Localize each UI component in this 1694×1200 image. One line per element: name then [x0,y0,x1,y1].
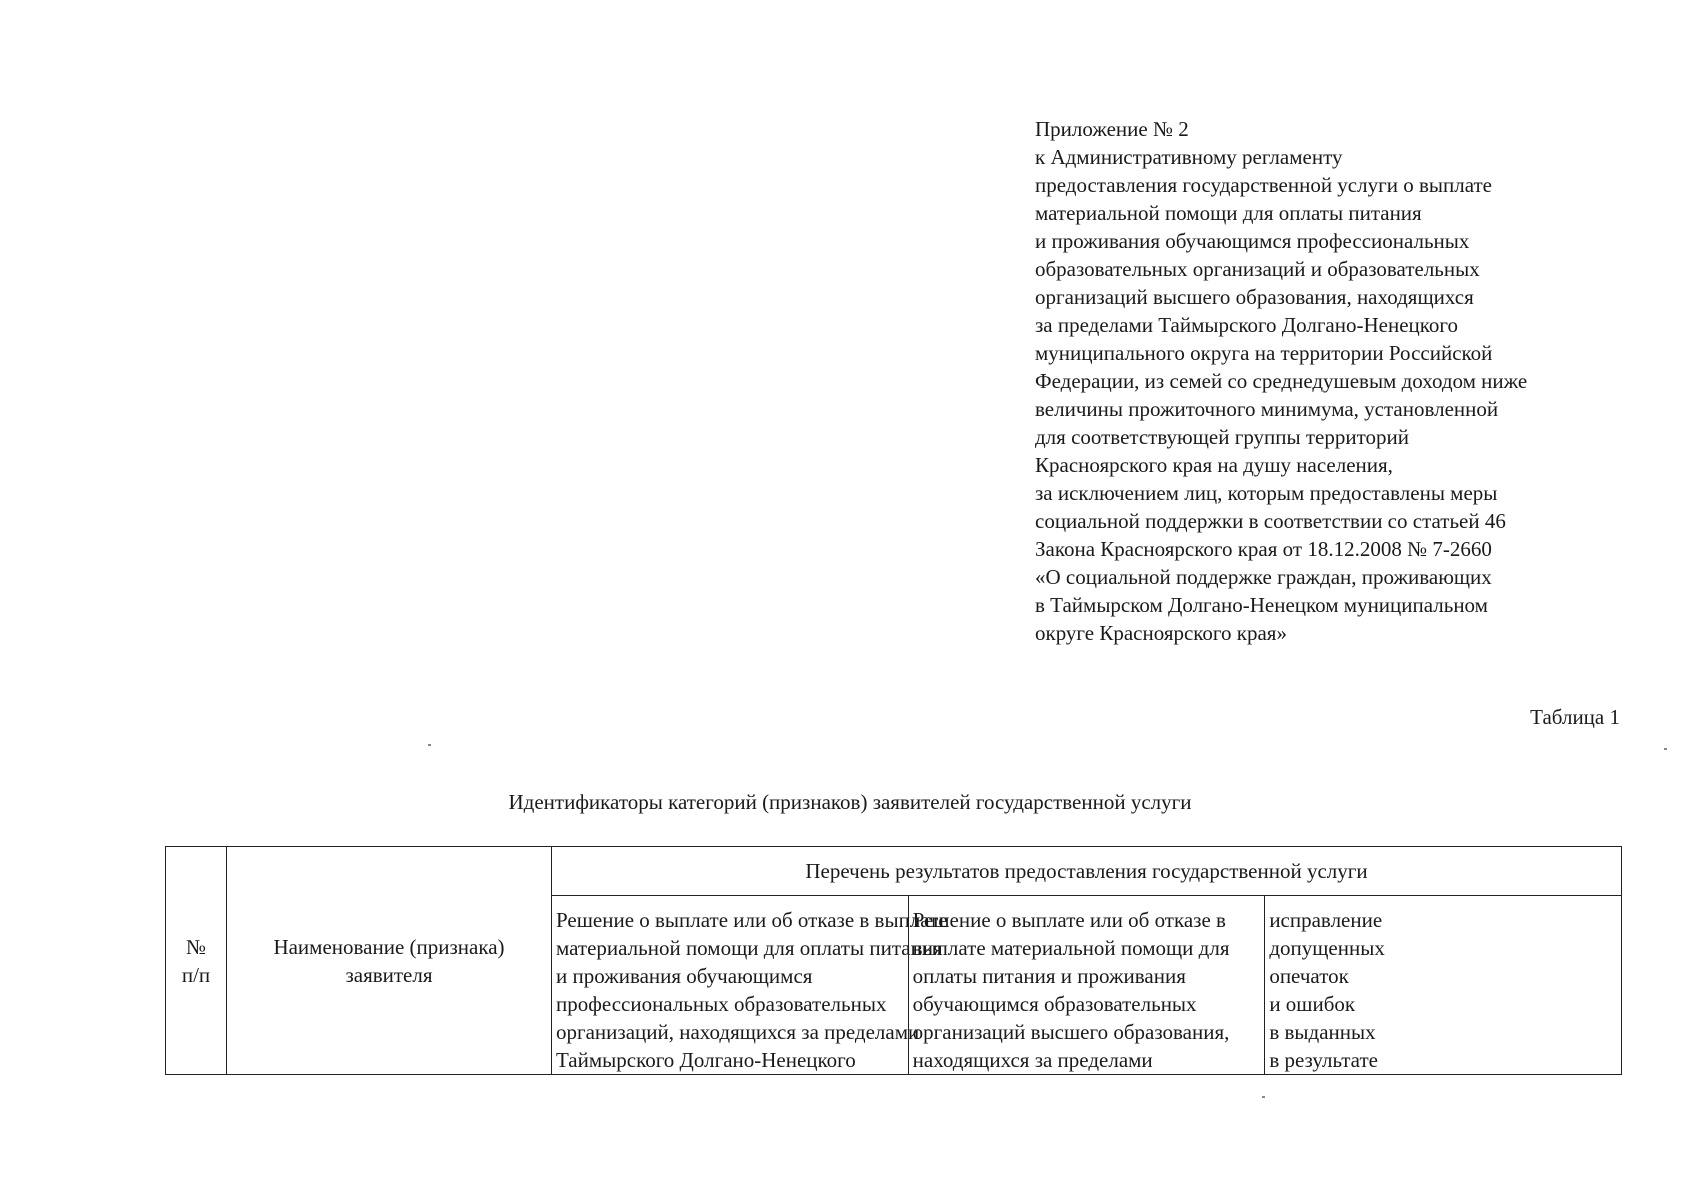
table-label: Таблица 1 [1530,705,1620,729]
header-line: заявителя [345,962,433,987]
result-column-2 [908,896,1265,1075]
cell-line: допущенных [1269,936,1385,960]
cell-line: материальной помощи для оплаты питания [556,936,943,960]
appendix-line: за исключением лиц, которым предоставлены меры [1035,481,1498,505]
header-line: № [185,934,207,959]
cell-line: и проживания обучающимся [556,964,813,988]
cell-line: обучающимся образовательных [912,992,1197,1016]
appendix-line: Приложение № 2 [1035,117,1189,141]
result-column-3 [1265,896,1622,1075]
appendix-line: предоставления государственной услуги о выплате [1035,173,1492,197]
column-name-header [227,847,552,1075]
appendix-line: образовательных организаций и образовательных [1035,257,1480,281]
appendix-line: «О социальной поддержке граждан, проживающих [1035,565,1492,589]
cell-line: профессиональных образовательных [556,992,887,1016]
cell-line: организаций высшего образования, [912,1020,1230,1044]
scan-speck [1262,1096,1265,1098]
applicant-categories-table [165,846,1622,1075]
cell-line: в результате [1269,1048,1378,1072]
appendix-line: Закона Красноярского края от 18.12.2008 № 7-2660 [1035,537,1492,561]
cell-line: оплаты питания и проживания [912,964,1186,988]
appendix-line: материальной помощи для оплаты питания [1035,201,1422,225]
appendix-line: организаций высшего образования, находящихся [1035,285,1474,309]
table-heading: Идентификаторы категорий (признаков) заявителей государственной услуги [508,790,1192,814]
appendix-line: округе Красноярского края» [1035,621,1287,645]
appendix-line: и проживания обучающимся профессиональных [1035,229,1470,253]
cell-line: Таймырского Долгано-Ненецкого [556,1048,856,1072]
cell-line: опечаток [1269,964,1349,988]
appendix-line: для соответствующей группы территорий [1035,425,1409,449]
cell-line: Решение о выплате или об отказе в [912,908,1226,932]
table-header-row [166,847,1622,896]
appendix-line: Красноярского края на душу населения, [1035,453,1393,477]
cell-line: и ошибок [1269,992,1356,1016]
results-list-header: Перечень результатов предоставления государственной услуги [552,847,1622,896]
header-line: п/п [181,962,211,987]
cell-line: организаций, находящихся за пределами [556,1020,920,1044]
appendix-line: величины прожиточного минимума, установленной [1035,397,1499,421]
appendix-line: социальной поддержки в соответствии со статьей 46 [1035,509,1506,533]
cell-line: в выданных [1269,1020,1376,1044]
cell-line: Решение о выплате или об отказе в выплате [556,908,948,932]
cell-line: находящихся за пределами [912,1048,1153,1072]
header-line: Наименование (признака) [273,934,505,959]
appendix-line: муниципального округа на территории Российской [1035,341,1493,365]
appendix-block [1035,115,1675,647]
column-number-header [166,847,227,1075]
appendix-line: к Административному регламенту [1035,145,1343,169]
scan-speck [428,744,431,746]
appendix-line: Федерации, из семей со среднедушевым доходом ниже [1035,369,1528,393]
cell-line: выплате материальной помощи для [912,936,1230,960]
scan-speck [1664,748,1667,750]
cell-line: исправление [1269,908,1383,932]
appendix-line: в Таймырском Долгано-Ненецком муниципальном [1035,593,1488,617]
appendix-line: за пределами Таймырского Долгано-Ненецкого [1035,313,1458,337]
result-column-1 [552,896,948,1075]
